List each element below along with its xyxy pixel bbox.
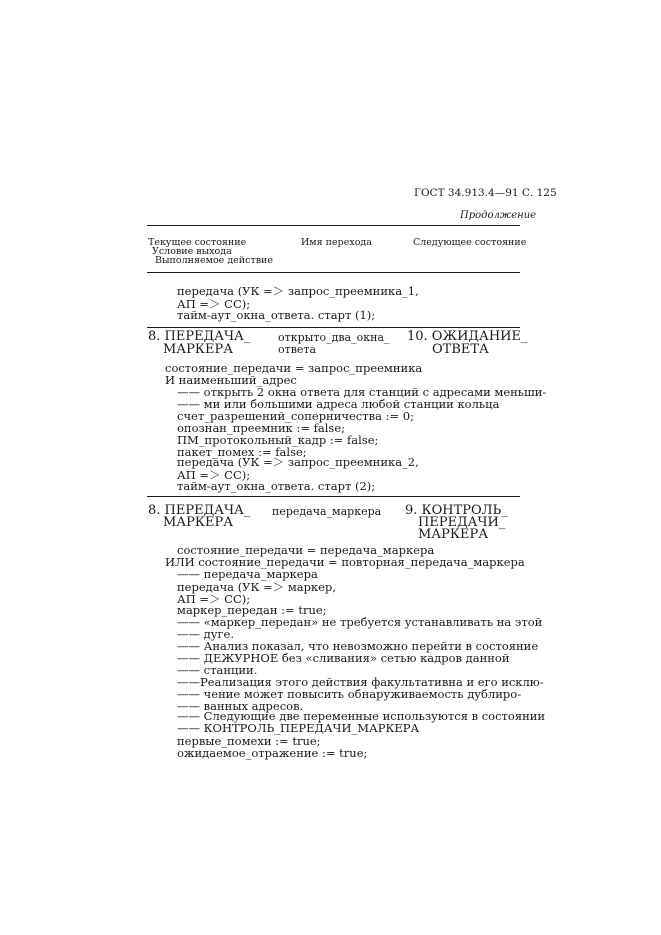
code-line: ИЛИ состояние_передачи = повторная_передача_маркера	[165, 555, 525, 569]
code-line: тайм-аут_окна_ответа. старт (2);	[177, 479, 376, 493]
code-line: счет_разрешений_соперничества := 0;	[177, 409, 414, 423]
code-line: АП =＞ СС);	[177, 297, 251, 311]
state-name: 8. ПЕРЕДАЧА_	[148, 329, 251, 344]
code-line: —— КОНТРОЛЬ_ПЕРЕДАЧИ_МАРКЕРА	[177, 721, 420, 735]
state-name: 8. ПЕРЕДАЧА_	[148, 503, 251, 518]
code-line: —— ванных адресов.	[177, 699, 304, 713]
code-line: —— станции.	[177, 663, 258, 677]
col-exit-condition: Условие выхода	[152, 246, 232, 257]
code-line: —— дуге.	[177, 627, 234, 641]
code-line: маркер_передан := true;	[177, 603, 327, 617]
state-name: МАРКЕРА	[163, 342, 234, 357]
code-line: —— Следующие две переменные используются в состоянии	[177, 709, 546, 723]
section-rule	[147, 327, 520, 328]
code-line: пакет_помех := false;	[177, 445, 307, 459]
col-action: Выполняемое действие	[155, 255, 274, 266]
code-line: состояние_передачи = запрос_преемника	[165, 361, 423, 375]
code-line: —— ми или большими адреса любой станции кольца	[177, 397, 500, 411]
transition-name: ответа	[278, 343, 317, 356]
next-state-name: ОТВЕТА	[432, 342, 489, 357]
code-line: —— открыть 2 окна ответа для станций с адресами меньши-	[177, 385, 547, 399]
code-line: передача (УК =＞ запрос_преемника_1,	[177, 284, 419, 298]
code-line: —— «маркер_передан» не требуется устанавливать на этой	[177, 615, 543, 629]
transition-name: передача_маркера	[272, 505, 382, 518]
code-line: —— Анализ показал, что невозможно перейти в состояние	[177, 639, 539, 653]
continuation-label: Продолжение	[460, 210, 537, 221]
code-line: ПМ_протокольный_кадр := false;	[177, 433, 379, 447]
top-rule	[147, 225, 520, 226]
next-state-name: МАРКЕРА	[418, 527, 489, 542]
col-next-state: Следующее состояние	[413, 237, 527, 248]
code-line: И наименьший_адрес	[165, 373, 297, 387]
code-line: ожидаемое_отражение := true;	[177, 746, 368, 760]
document-number: ГОСТ 34.913.4—91 С. 125	[414, 187, 557, 199]
code-line: передача (УК =＞ запрос_преемника_2,	[177, 455, 419, 469]
code-line: первые_помехи := true;	[177, 734, 321, 748]
header-rule	[147, 272, 520, 273]
code-line: АП =＞ СС);	[177, 592, 251, 606]
code-line: ——Реализация этого действия факультативна и его исклю-	[177, 675, 544, 689]
code-line: —— ДЕЖУРНОЕ без «сливания» сетью кадров данной	[177, 651, 510, 665]
next-state-name: 9. КОНТРОЛЬ_	[405, 503, 508, 518]
transition-name: открыто_два_окна_	[278, 331, 390, 344]
next-state-name: 10. ОЖИДАНИЕ_	[407, 329, 528, 344]
next-state-name: ПЕРЕДАЧИ_	[418, 515, 506, 530]
code-line: опознан_преемник := false;	[177, 421, 346, 435]
code-line: —— передача_маркера	[177, 567, 318, 581]
col-transition: Имя перехода	[301, 237, 372, 248]
code-line: тайм-аут_окна_ответа. старт (1);	[177, 308, 376, 322]
section-rule	[147, 496, 520, 497]
code-line: передача (УК =＞ маркер,	[177, 580, 337, 594]
code-line: АП =＞ СС);	[177, 468, 251, 482]
code-line: —— чение может повысить обнаруживаемость дублиро-	[177, 687, 522, 701]
col-current-state: Текущее состояние	[148, 237, 247, 248]
code-line: состояние_передачи = передача_маркера	[177, 543, 435, 557]
state-name: МАРКЕРА	[163, 515, 234, 530]
